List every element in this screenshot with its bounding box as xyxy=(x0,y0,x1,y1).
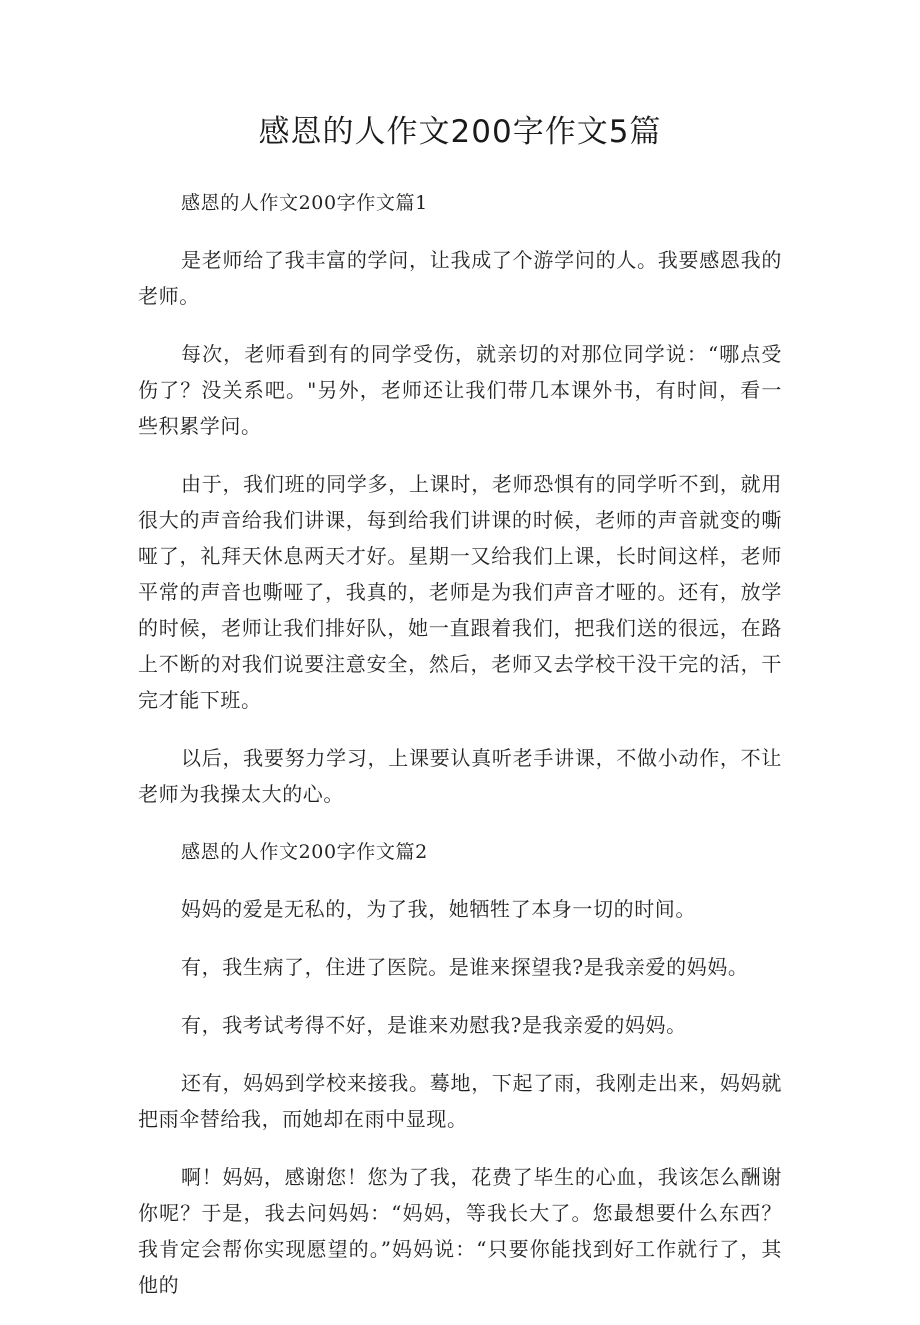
paragraph: 是老师给了我丰富的学问，让我成了个游学问的人。我要感恩我的老师。 xyxy=(138,248,782,308)
page-title: 感恩的人作文200字作文5篇 xyxy=(258,114,662,150)
section-heading-1: 感恩的人作文200字作文篇1 xyxy=(181,192,428,214)
document-body xyxy=(138,185,782,1325)
section-heading-2: 感恩的人作文200字作文篇2 xyxy=(181,841,428,863)
paragraph: 还有，妈妈到学校来接我。蓦地，下起了雨，我刚走出来，妈妈就把雨伞替给我，而她却在雨中显现。 xyxy=(138,1071,782,1131)
paragraph: 由于，我们班的同学多，上课时，老师恐惧有的同学听不到，就用很大的声音给我们讲课，每到给我们讲课的时候，老师的声音就变的嘶哑了，礼拜天休息两天才好。星期一又给我们上课，长时间这样，老师平常的声音也嘶哑了，我真的，老师是为我们声音才哑的。还有，放学的时候，老师让我们排好队，她一直跟着我们，把我们送的很远，在路上不断的对我们说要注意安全，然后，老师又去学校干没干完的活，干完才能下班。 xyxy=(138,472,782,712)
paragraph: 有，我生病了，住进了医院。是谁来探望我?是我亲爱的妈妈。 xyxy=(181,955,749,979)
paragraph: 啊！妈妈，感谢您！您为了我，花费了毕生的心血，我该怎么酬谢你呢？于是，我去问妈妈：“妈妈，等我长大了。您最想要什么东西？我肯定会帮你实现愿望的。”妈妈说：“只要你能找到好工作就行了，其他的 xyxy=(138,1165,782,1297)
paragraph: 妈妈的爱是无私的，为了我，她牺牲了本身一切的时间。 xyxy=(181,897,696,921)
paragraph: 每次，老师看到有的同学受伤，就亲切的对那位同学说：“哪点受伤了？没关系吧。"另外，老师还让我们带几本课外书，有时间，看一些积累学问。 xyxy=(138,342,782,438)
paragraph: 以后，我要努力学习，上课要认真听老手讲课，不做小动作，不让老师为我操太大的心。 xyxy=(138,746,782,806)
paragraph: 有，我考试考得不好，是谁来劝慰我?是我亲爱的妈妈。 xyxy=(181,1013,687,1037)
